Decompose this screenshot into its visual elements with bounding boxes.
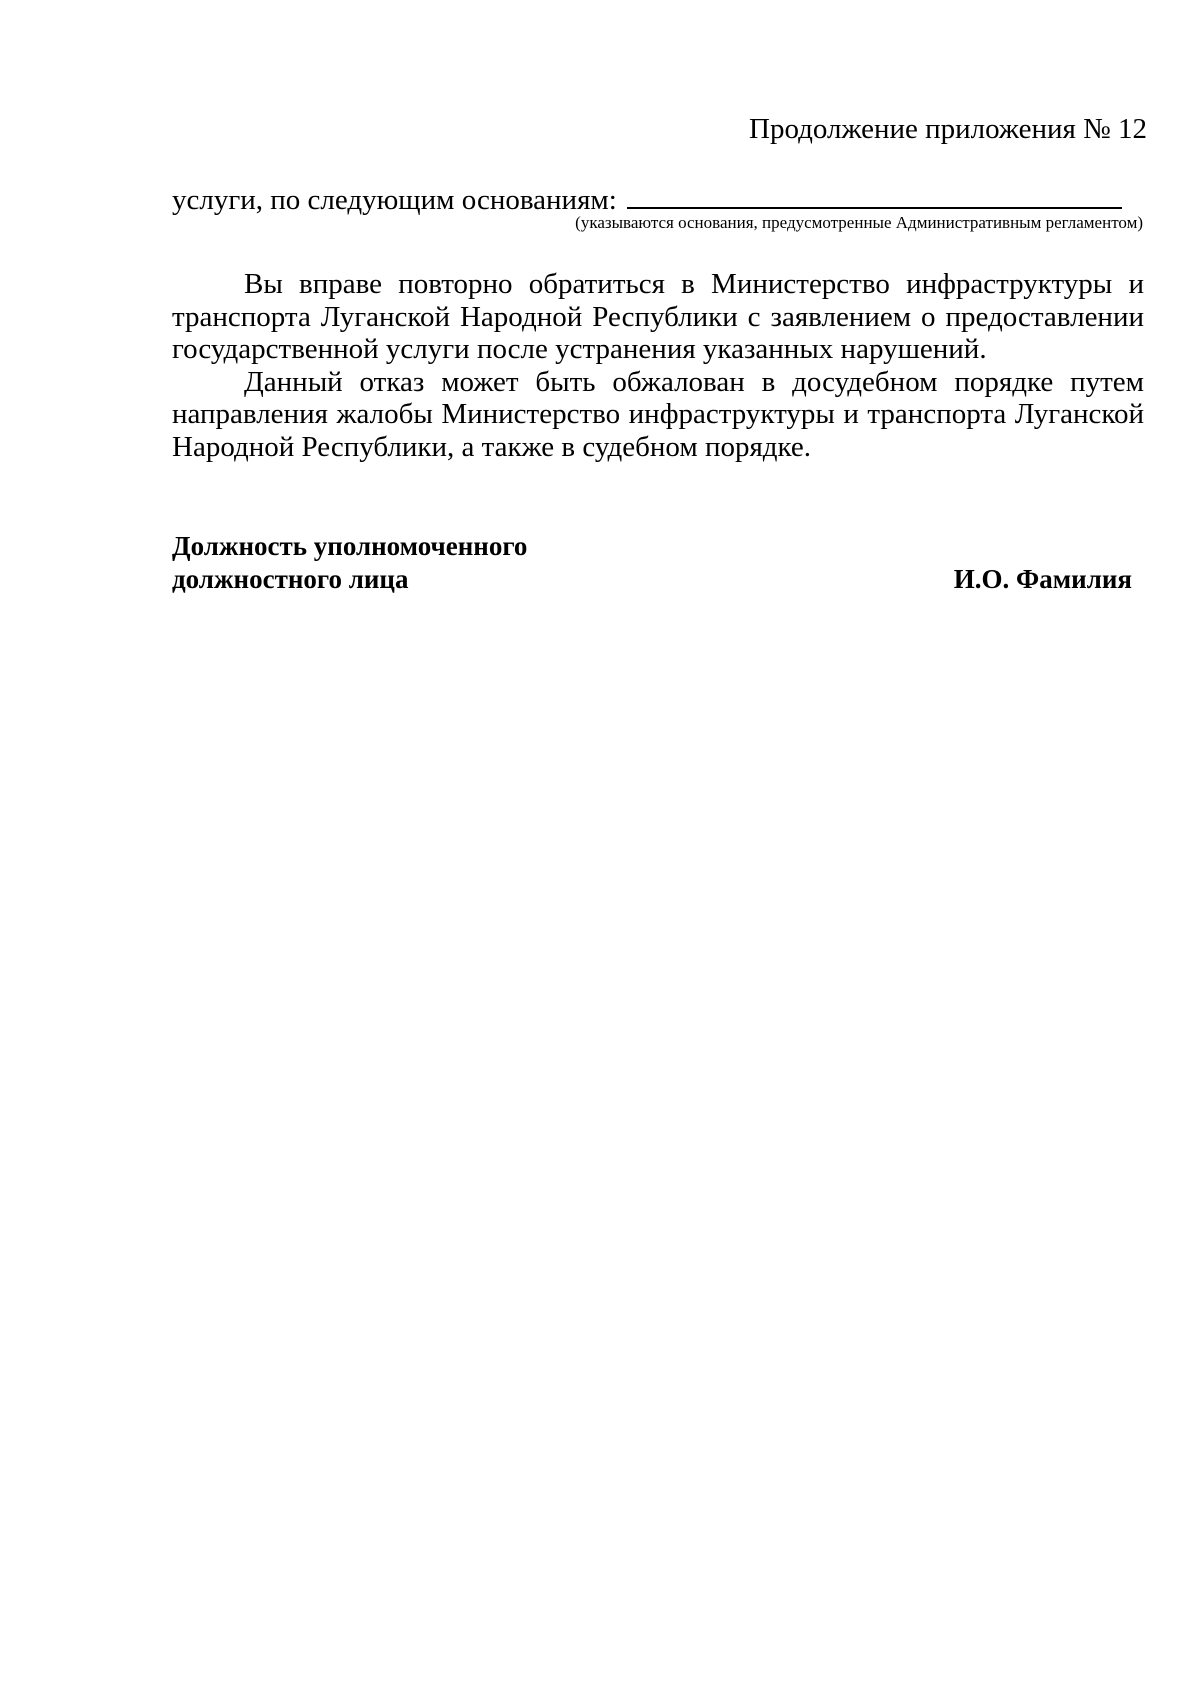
paragraph-reapply: Вы вправе повторно обратиться в Министерство инфраструктуры и транспорта Луганской Народной Республики с заявлением о предоставлении государственной услуги после устранения указанных нарушений. bbox=[172, 268, 1144, 365]
appendix-continuation-header: Продолжение приложения № 12 bbox=[749, 113, 1147, 145]
grounds-line bbox=[172, 181, 1127, 217]
paragraph-appeal: Данный отказ может быть обжалован в досудебном порядке путем направления жалобы Министерство инфраструктуры и транспорта Луганской Народной Республики, а также в судебном порядке. bbox=[172, 365, 1144, 463]
grounds-lead-text: услуги, по следующим основаниям: bbox=[172, 184, 617, 216]
grounds-hint: (указываются основания, предусмотренные Административным регламентом) bbox=[575, 213, 1143, 232]
official-position-line2: должностного лица bbox=[172, 564, 409, 594]
grounds-blank-field bbox=[627, 181, 1122, 209]
official-position-line1: Должность уполномоченного bbox=[172, 531, 528, 561]
signature-block bbox=[172, 530, 1132, 596]
official-name: И.О. Фамилия bbox=[953, 564, 1132, 594]
body-text bbox=[172, 268, 1144, 463]
